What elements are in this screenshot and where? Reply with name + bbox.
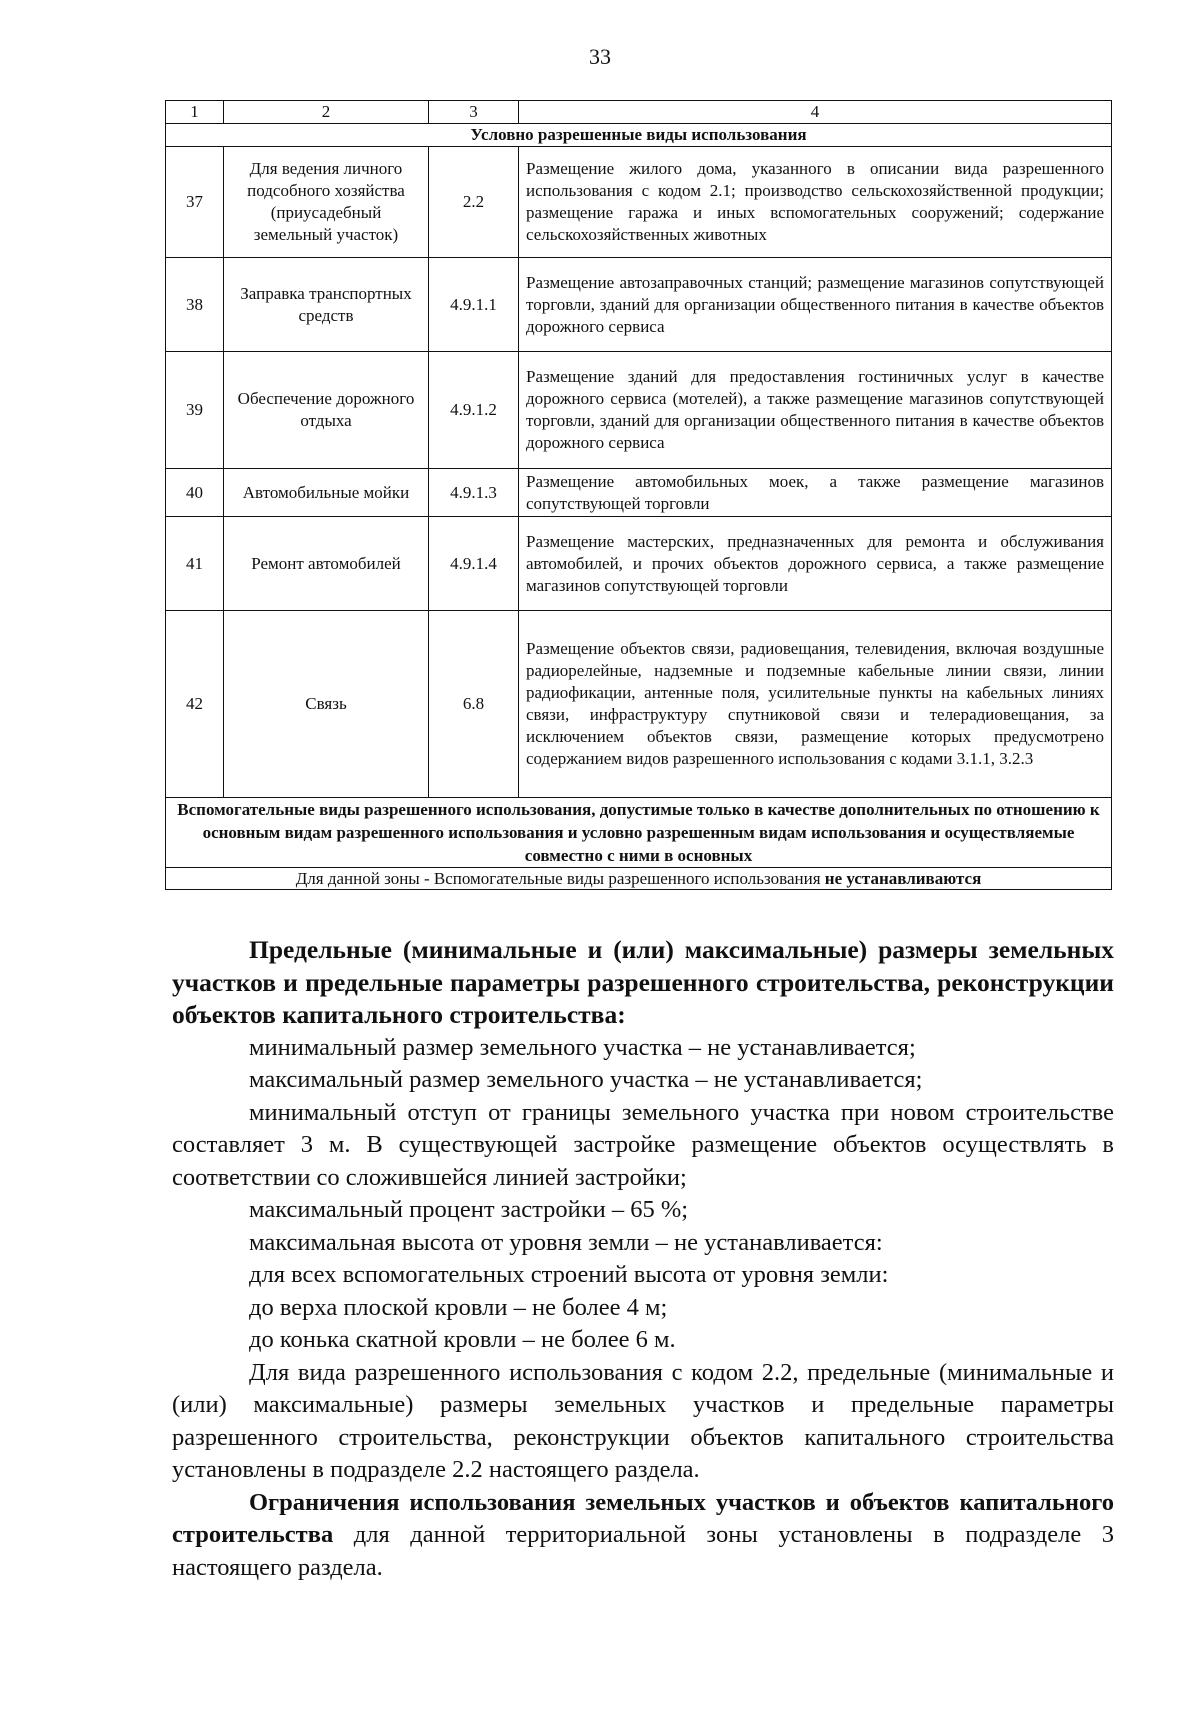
auxiliary-row [166, 798, 1112, 868]
use-type-code: 2.2 [429, 147, 519, 258]
row-number: 39 [166, 352, 224, 469]
table-row [166, 147, 1112, 258]
zone-note [166, 868, 1112, 890]
row-number: 40 [166, 469, 224, 517]
section-title: Условно разрешенные виды использования [166, 124, 1112, 147]
land-use-table [165, 100, 1112, 890]
parameter-line: максимальная высота от уровня земли – не устанавливается: [249, 1228, 883, 1256]
table-header-row [166, 101, 1112, 124]
use-type-code: 4.9.1.4 [429, 517, 519, 611]
row-number: 38 [166, 258, 224, 352]
table-row [166, 258, 1112, 352]
parameter-line: максимальный процент застройки – 65 %; [249, 1196, 689, 1223]
zone-note-row [166, 868, 1112, 890]
use-type-name: Заправка транспортных средств [224, 258, 429, 352]
row-number: 41 [166, 517, 224, 611]
table-row [166, 517, 1112, 611]
use-type-name: Ремонт автомобилей [224, 517, 429, 611]
use-type-code: 4.9.1.3 [429, 469, 519, 517]
section-row [166, 124, 1112, 147]
col-header-1: 1 [166, 101, 224, 124]
parameter-line: максимальный размер земельного участка – не устанавливается; [249, 1066, 923, 1093]
parameter-line: до конька скатной кровли – не более 6 м. [249, 1326, 676, 1353]
use-type-name: Автомобильные мойки [224, 469, 429, 517]
table-row [166, 611, 1112, 798]
code-22-paragraph: Для вида разрешенного использования с кодом 2.2, предельные (минимальные и (или) максимальные) размеры земельных участков и предельные параметры разрешенного строительства, реконструкции объектов капитального строительства установлены в подразделе 2.2 настоящего раздела. [172, 1358, 1114, 1483]
parameter-line: минимальный размер земельного участка – не устанавливается; [249, 1033, 916, 1061]
use-type-name: Для ведения личного подсобного хозяйства (приусадебный земельный участок) [224, 147, 429, 258]
restrictions-paragraph [172, 1487, 1114, 1585]
use-type-description: Размещение мастерских, предназначенных для ремонта и обслуживания автомобилей, и прочих объектов дорожного сервиса, а также размещение магазинов сопутствующей торговли [519, 517, 1112, 611]
page-number: 33 [589, 44, 611, 69]
use-type-description: Размещение зданий для предоставления гостиничных услуг в качестве дорожного сервиса (мотелей), а также размещение магазинов сопутствующей торговли, зданий для организации общественного питания в качестве объектов дорожного сервиса [519, 352, 1112, 469]
zone-note-bold: не устанавливаются [824, 869, 982, 888]
parameter-line: для всех вспомогательных строений высота от уровня земли: [249, 1261, 889, 1288]
use-type-description: Размещение объектов связи, радиовещания, телевидения, включая воздушные радиорелейные, надземные и подземные кабельные линии связи, линии радиофикации, антенные поля, усилительные пункты на кабельных линиях связи, инфраструктуру спутниковой связи и телерадиовещания, за исключением объектов связи, размещение которых предусмотрено содержанием видов разрешенного использования с кодами 3.1.1, 3.2.3 [519, 611, 1112, 798]
col-header-4: 4 [519, 101, 1112, 124]
table-row [166, 469, 1112, 517]
use-type-code: 6.8 [429, 611, 519, 798]
use-type-code: 4.9.1.2 [429, 352, 519, 469]
zone-note-prefix: Для данной зоны - Вспомогательные виды разрешенного использования [295, 869, 825, 888]
use-type-description: Размещение автомобильных моек, а также размещение магазинов сопутствующей торговли [519, 469, 1112, 517]
row-number: 37 [166, 147, 224, 258]
col-header-2: 2 [224, 101, 429, 124]
parameter-line: минимальный отступ от границы земельного участка при новом строительстве составляет 3 м. В существующей застройке размещение объектов осуществлять в соответствии со сложившейся линией застройки; [172, 1098, 1114, 1191]
use-type-name: Связь [224, 611, 429, 798]
use-type-code: 4.9.1.1 [429, 258, 519, 352]
use-type-description: Размещение автозаправочных станций; размещение магазинов сопутствующей торговли, зданий для организации общественного питания в качестве объектов дорожного сервиса [519, 258, 1112, 352]
use-type-description: Размещение жилого дома, указанного в описании вида разрешенного использования с кодом 2.1; производство сельскохозяйственной продукции; размещение гаража и иных вспомогательных сооружений; содержание сельскохозяйственных животных [519, 147, 1112, 258]
col-header-3: 3 [429, 101, 519, 124]
parameters-heading: Предельные (минимальные и (или) максимальные) размеры земельных участков и предельные параметры разрешенного строительства, реконструкции объектов капитального строительства: [172, 935, 1114, 1029]
body-text [172, 934, 1114, 1584]
parameter-line: до верха плоской кровли – не более 4 м; [249, 1293, 668, 1321]
table-row [166, 352, 1112, 469]
row-number: 42 [166, 611, 224, 798]
restrictions-rest: для данной территориальной зоны установлены в подразделе 3 настоящего раздела. [172, 1521, 1114, 1581]
use-type-name: Обеспечение дорожного отдыха [224, 352, 429, 469]
restrictions-bold: Ограничения использования земельных участков и объектов капитального строительства [172, 1488, 1114, 1548]
auxiliary-title: Вспомогательные виды разрешенного использования, допустимые только в качестве дополнительных по отношению к основным видам разрешенного использования и условно разрешенным видам использования и осуществляемые совместно с ними в основных [166, 798, 1112, 868]
